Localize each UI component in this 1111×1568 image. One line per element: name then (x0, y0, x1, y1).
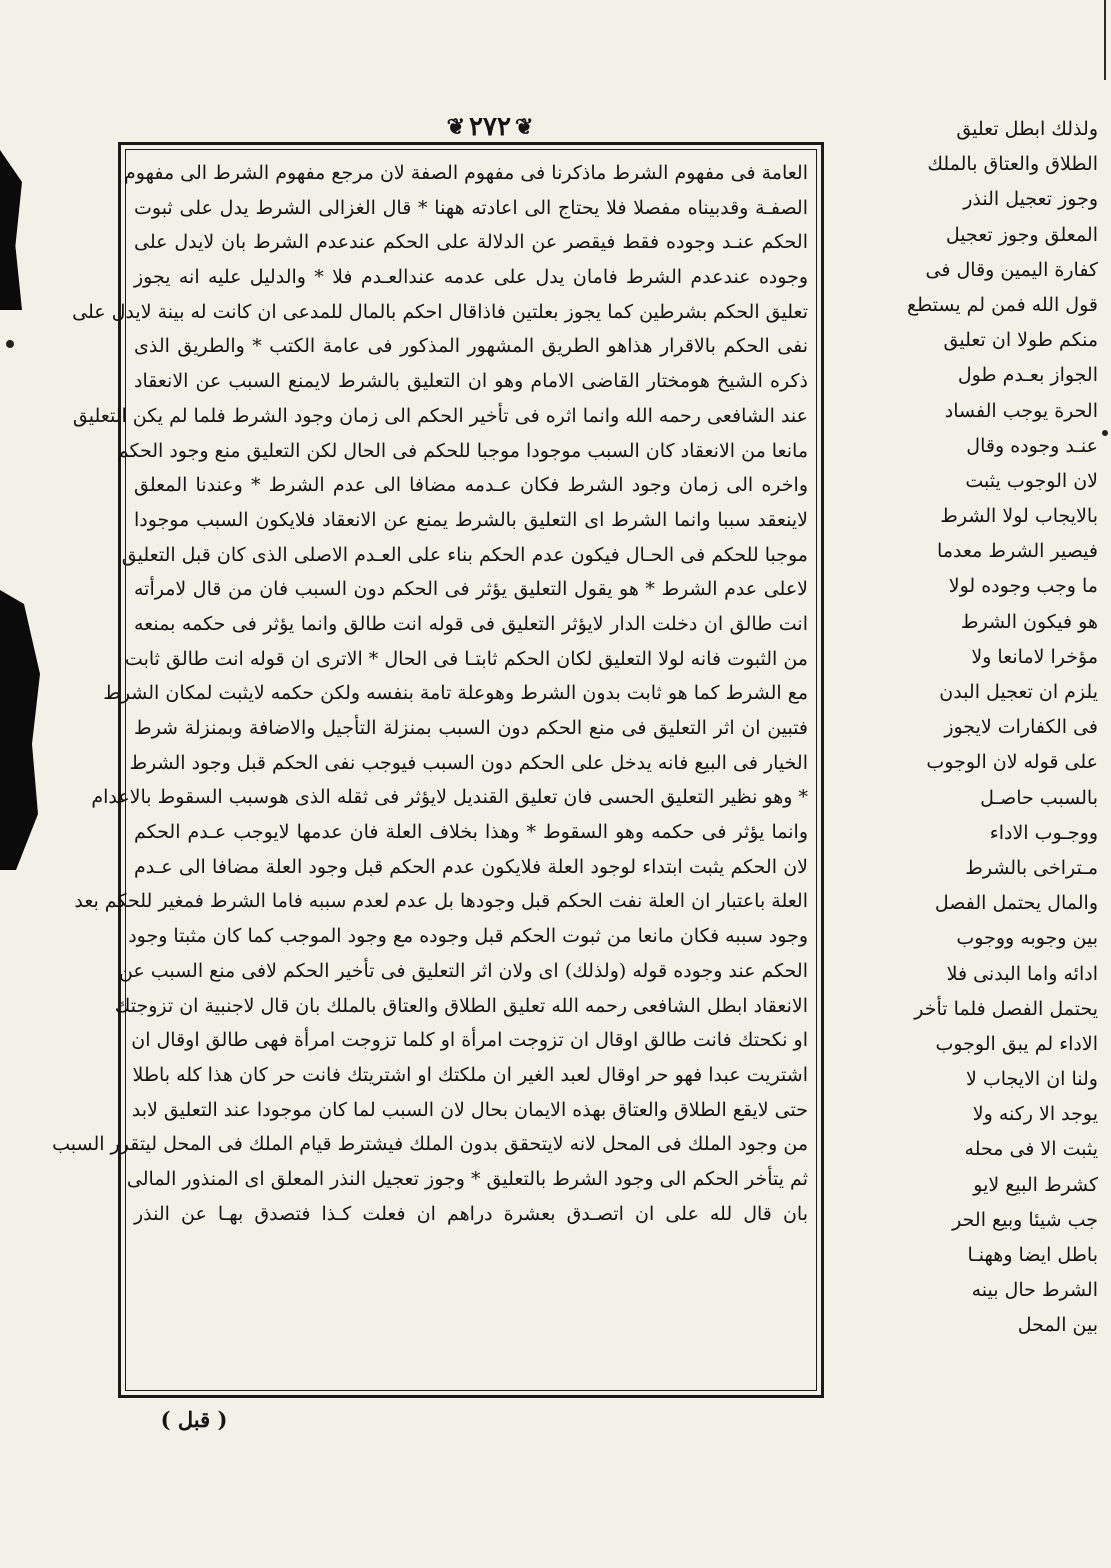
main-text-line: العامة فى مفهوم الشرط ماذكرنا فى مفهوم الصفة لان مرجع مفهوم الشرط الى مفهوم (124, 162, 808, 184)
main-text-line: بان قال لله على ان اتصـدق بعشرة دراهم ان فعلت كـذا فتصدق بهـا عن النذر (134, 1202, 808, 1225)
scan-dot (6, 340, 14, 348)
main-text-line: او نكحتك فانت طالق اوقال ان تزوجت امرأة او كلما تزوجت امرأة فهى طالق اوقال ان (131, 1029, 808, 1052)
main-text-line: ثم يتأخر الحكم الى وجود الشرط بالتعليق * وجوز تعجيل النذر المعلق اى المنذور المالى (126, 1167, 808, 1190)
main-text-line: عند الشافعى رحمه الله وانما اثره فى تأخير الحكم الى زمان وجود الشرط فلما لم يكن التعليق (72, 404, 808, 427)
margin-text-line: ووجـوب الاداء (989, 821, 1098, 844)
margin-text-line: مـتراخى بالشرط (965, 856, 1098, 879)
main-text-line: من الثبوت فانه لولا التعليق لكان الحكم ثابتـا فى الحال * الاترى ان قوله انت طالق ثابت (124, 647, 808, 670)
margin-text-line: كفارة اليمين وقال فى (925, 258, 1098, 281)
margin-text-line: الحرة يوجب الفساد (944, 399, 1098, 422)
margin-text-line: هو فيكون الشرط (960, 610, 1098, 633)
main-text-line: لان الحكم يثبت ابتداء لوجود العلة فلايكون عدم الحكم قبل وجود العلة مضافا الى عـدم (134, 855, 808, 878)
main-text-line: واخره الى زمان وجود الشرط فكان عـدمه مضافا الى عدم الشرط * وعندنا المعلق (134, 474, 808, 497)
main-text-line: الانعقاد ابطل الشافعى رحمه الله تعليق الطلاق والعتاق بالملك بان قال لاجنبية ان تزوجتك (114, 994, 808, 1017)
margin-text-line: الطلاق والعتاق بالملك (927, 153, 1098, 176)
margin-text-line: بالايجاب لولا الشرط (940, 505, 1098, 528)
margin-text-line: عنـد وجوده وقال (966, 434, 1098, 457)
scan-dot (1102, 430, 1108, 436)
margin-text-line: المعلق وجوز تعجيل (945, 223, 1098, 246)
ornament-icon: ❦ (446, 114, 466, 140)
margin-text-line: كشرط البيع لايو (973, 1173, 1098, 1196)
margin-text-line: على قوله لان الوجوب (926, 751, 1098, 774)
margin-text-line: الاداء لم يبق الوجوب (935, 1032, 1098, 1055)
main-text-line: الحكم عنـد وجوده فقط فيقصر عن الدلالة على الحكم عندعدم الشرط بان لايدل على (134, 231, 808, 254)
main-text-line: من وجود الملك فى المحل لانه لايتحقق بدون الملك فيشترط قيام الملك فى المحل ليتقرر السبب (52, 1133, 808, 1156)
main-text-line: اشتريت عبدا فهو حر اوقال لعبد الغير ان ملكتك او اشتريتك فانت حر كان هذا كله باطلا (132, 1063, 808, 1086)
main-text-line: مع الشرط كما هو ثابت بدون الشرط وهوعلة تامة بنفسه ولكن حكمه لايثبت لمكان الشرط (103, 682, 808, 705)
catchword: ( قبل ) (160, 1407, 228, 1432)
margin-text-line: ولنا ان الايجاب لا (965, 1068, 1098, 1091)
main-text-line: العلة باعتبار ان العلة نفت الحكم قبل وجودها بل عدم لعدم سببه فاما الشرط فمغير للحكم بعد (74, 890, 808, 913)
margin-text-line: بالسبب حاصـل (980, 786, 1098, 809)
margin-text-line: فى الكفارات لايجوز (944, 716, 1098, 739)
margin-text-line: فيصير الشرط معدما (937, 540, 1098, 563)
main-text-line: * وهو نظير التعليق الحسى فان تعليق القنديل لايؤثر فى ثقله الذى هوسبب السقوط بالاعدام (91, 786, 808, 809)
page-number-text: ٢٧٢ (469, 112, 511, 142)
main-text-line: حتى لايقع الطلاق والعتاق بهذه الايمان بحال لان السبب لما كان موجودا عند التعليق لابد (131, 1098, 808, 1121)
margin-text-line: مؤخرا لامانعا ولا (971, 645, 1098, 668)
main-text-line: تعليق الحكم بشرطين كما يجوز بعلتين فاذاقال احكم بالمال للمدعى ان كانت له بينة لايدل على (72, 300, 808, 323)
main-text-line: ذكره الشيخ هومختار القاضى الامام وهو ان التعليق بالشرط لايمنع السبب عن الانعقاد (134, 370, 808, 393)
ornament-icon: ❦ (514, 114, 534, 140)
page-number (440, 108, 540, 146)
main-text-line: الحكم عند وجوده قوله (ولذلك) اى ولان اثر التعليق فى تأخير الحكم لافى منع السبب عن (118, 959, 808, 982)
main-text-line: نفى الحكم بالاقرار هذاهو الطريق المشهور المذكور فى عامة الكتب * والطريق الذى (134, 335, 808, 358)
margin-text-line: الشرط حال بينه (971, 1279, 1098, 1302)
margin-text-line: وجوز تعجيل النذر (963, 188, 1098, 211)
margin-text-line: يوجد الا ركنه ولا (972, 1103, 1098, 1126)
margin-text-line: لان الوجوب يثبت (965, 469, 1098, 492)
margin-text-line: منكم طولا ان تعليق (943, 329, 1098, 352)
main-text-block (52, 150, 820, 1390)
margin-text-line: بين وجوبه ووجوب (956, 927, 1098, 950)
margin-text-line: والمال يحتمل الفصل (934, 892, 1098, 915)
margin-text-line: بين المحل (1017, 1314, 1098, 1337)
margin-text-block (828, 112, 1098, 1452)
main-text-line: انت طالق ان دخلت الدار لايؤثر التعليق فى قوله انت طالق وانما يؤثر فى حكمه بمنعه (134, 612, 808, 635)
main-text-line: الصفـة وقدبيناه مفصلا فلا يحتاج الى اعادته ههنا * قال الغزالى الشرط يدل على ثبوت (134, 196, 808, 219)
main-text-line: مانعا من الانعقاد كان السبب موجودا موجبا للحكم فى الحال لكن التعليق منع وجود الحكم (116, 439, 808, 462)
main-text-line: الخيار فى البيع فانه يدخل على الحكم دون السبب فيوجب نفى الحكم قبل وجود الشرط (129, 751, 808, 774)
margin-text-line: قول الله فمن لم يستطع (906, 293, 1098, 316)
scan-edge-line (1104, 0, 1106, 80)
margin-text-line: ولذلك ابطل تعليق (956, 118, 1098, 140)
main-text-line: وجوده عندعدم الشرط فامان يدل على عدمه عندالعـدم فلا * والدليل عليه انه يجوز (134, 266, 808, 289)
main-text-line: وانما يؤثر فى حكمه وهو السقوط * وهذا بخلاف العلة فان عدمها لايوجب عـدم الحكم (134, 821, 808, 844)
margin-text-line: ما وجب وجوده لولا (948, 575, 1098, 598)
main-text-line: لاعلى عدم الشرط * هو يقول التعليق يؤثر فى الحكم دون السبب فان من قال لامرأته (134, 578, 808, 601)
margin-text-line: باطل ايضا وههنـا (967, 1244, 1098, 1266)
main-text-line: موجبا للحكم فى الحـال فيكون عدم الحكم بناء على العـدم الاصلى الذى كان قبل التعليق (121, 543, 808, 566)
margin-text-line: الجواز بعـدم طول (957, 364, 1098, 387)
scan-shadow-left-mid (0, 590, 40, 870)
margin-text-line: يحتمل الفصل فلما تأخر (914, 997, 1098, 1020)
scan-shadow-left-top (0, 150, 22, 310)
main-text-line: لاينعقد سببا وانما الشرط اى التعليق بالشرط يمنع عن الانعقاد فلايكون السبب موجودا (134, 508, 808, 531)
main-text-line: وجود سببه فكان مانعا من ثبوت الحكم قبل وجوده مع وجود الموجب كما كان مثبتا وجود (128, 925, 808, 948)
main-text-line: فتبين ان اثر التعليق فى منع الحكم دون السبب بمنزلة التأجيل والاضافة وبمنزلة شرط (134, 717, 808, 739)
margin-text-line: يلزم ان تعجيل البدن (939, 681, 1098, 703)
margin-text-line: ادائه واما البدنى فلا (946, 962, 1098, 985)
margin-text-line: يثبت الا فى محله (964, 1138, 1098, 1161)
margin-text-line: جب شيئا وبيع الحر (952, 1208, 1098, 1231)
